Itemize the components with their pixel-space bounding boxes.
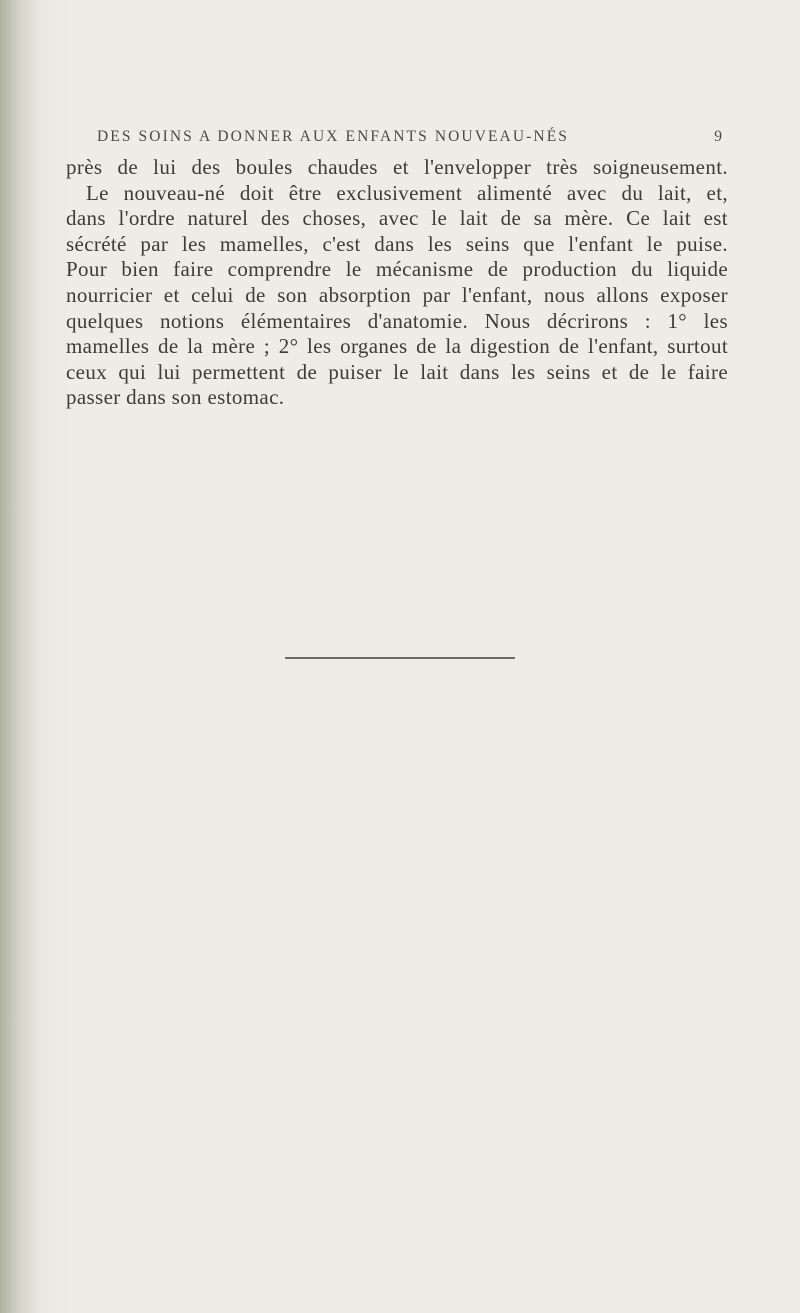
running-header <box>97 128 722 150</box>
body-paragraph <box>66 155 728 411</box>
text-line: près de lui des boules chaudes et l'envelopper très soigneusement. <box>66 155 728 179</box>
text-line: sécrété par les mamelles, c'est dans les seins que l'enfant le puise. <box>66 231 728 256</box>
text-line: Le nouveau-né doit être exclusivement alimenté avec du lait, et, <box>86 180 728 205</box>
text-line: Pour bien faire comprendre le mécanisme de production du liquide <box>66 257 728 282</box>
text-line: nourricier et celui de son absorption par l'enfant, nous allons exposer <box>66 282 728 307</box>
text-line: ceux qui lui permettent de puiser le lait dans les seins et de le faire <box>66 359 728 384</box>
page-number: 9 <box>714 128 722 145</box>
text-line: mamelles de la mère ; 2° les organes de la digestion de l'enfant, surtout <box>66 334 728 359</box>
text-line: quelques notions élémentaires d'anatomie. Nous décrirons : 1° les <box>66 308 728 333</box>
footnote-separator-rule <box>285 657 515 659</box>
text-line: passer dans son estomac. <box>66 385 285 410</box>
text-line: dans l'ordre naturel des choses, avec le lait de sa mère. Ce lait est <box>66 206 728 231</box>
running-title: DES SOINS A DONNER AUX ENFANTS NOUVEAU-NÉS <box>97 128 569 145</box>
